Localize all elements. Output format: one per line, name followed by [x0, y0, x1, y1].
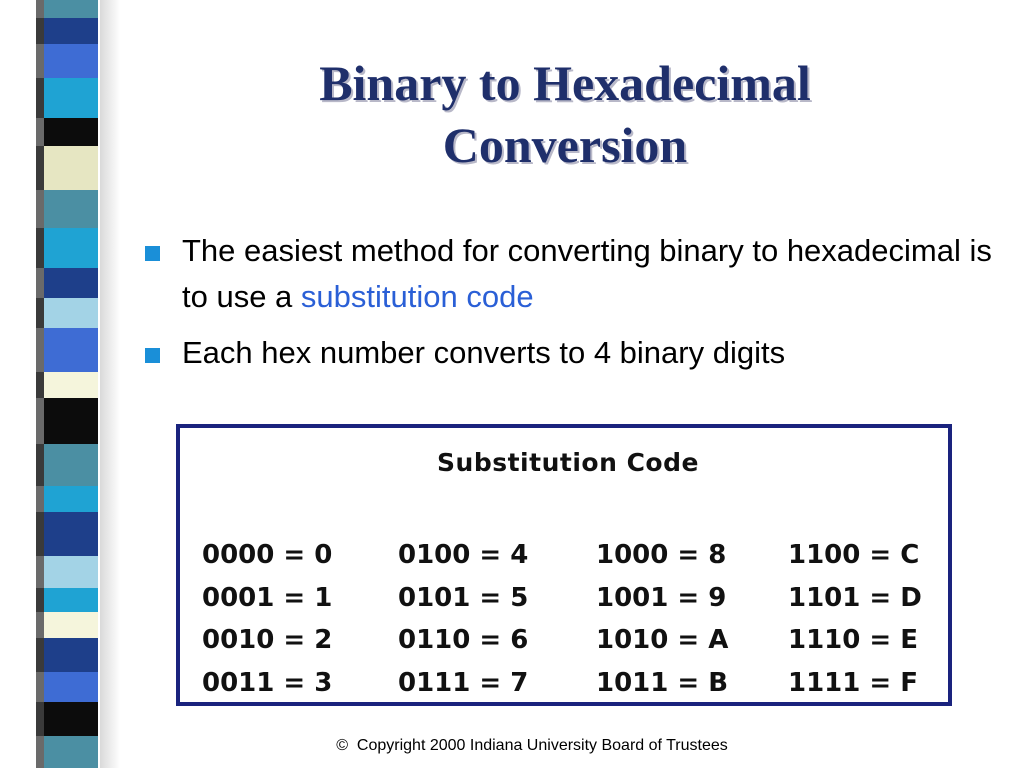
code-column-1: [202, 534, 332, 704]
stripe-edge-segment: [36, 588, 44, 612]
stripe-segment: [42, 398, 98, 444]
bullet-highlight-1: substitution code: [300, 279, 534, 314]
code-entry: 1110 = E: [788, 625, 919, 655]
code-entry: 0010 = 2: [202, 625, 333, 655]
stripe-segment: [42, 672, 98, 702]
stripe-edge-segment: [36, 78, 44, 118]
copyright-text: Copyright 2000 Indiana University Board of Trustees: [356, 737, 728, 754]
stripe-edge-segment: [36, 486, 44, 512]
code-entry: 1001 = 9: [596, 582, 727, 613]
stripe-edge-segment: [36, 444, 44, 486]
substitution-code-box: [176, 424, 952, 706]
stripe-segment: [42, 638, 98, 672]
stripe-segment: [42, 118, 98, 146]
stripe-edge-segment: [36, 702, 44, 736]
stripe-edge-segment: [36, 398, 44, 444]
code-entry: 1111 = F: [788, 667, 919, 698]
code-column-4: [788, 534, 922, 704]
code-entry: 0011 = 3: [202, 667, 333, 698]
stripe-segment: [42, 0, 98, 18]
bullet-text-2: Each hex number converts to 4 binary digits: [182, 335, 786, 370]
stripe-segment: [42, 702, 98, 736]
copyright-icon: ©: [336, 737, 349, 754]
bullet-list: [145, 228, 995, 386]
stripe-segment: [42, 486, 98, 512]
stripe-segment: [42, 556, 98, 588]
code-column-2: [398, 534, 528, 704]
bullet-item-1: [145, 228, 995, 320]
stripe-edge-segment: [36, 372, 44, 398]
stripe-edge-segment: [36, 328, 44, 372]
stripe-segment: [42, 328, 98, 372]
slide-title-line2: Conversion: [442, 117, 688, 173]
stripe-edge-segment: [36, 512, 44, 556]
stripe-edge-segment: [36, 118, 44, 146]
code-entry: 1010 = A: [596, 625, 729, 655]
code-entry: 1101 = D: [788, 582, 922, 613]
code-column-3: [596, 534, 728, 704]
stripe-shadow: [100, 0, 120, 768]
substitution-code-heading: Substitution Code: [437, 448, 699, 477]
slide-title-line1: Binary to Hexadecimal: [319, 55, 811, 111]
stripe-segment: [42, 228, 98, 268]
stripe-edge-segment: [36, 298, 44, 328]
code-entry: 0001 = 1: [202, 582, 333, 613]
bullet-item-2: [145, 330, 995, 376]
stripe-edge-segment: [36, 228, 44, 268]
code-entry: 0111 = 7: [398, 667, 529, 698]
stripe-segment: [42, 146, 98, 190]
code-entry: 1100 = C: [788, 540, 920, 570]
slide-title: [150, 52, 980, 176]
stripe-edge-segment: [36, 268, 44, 298]
square-bullet-icon: [145, 348, 160, 363]
decorative-stripe: [0, 0, 120, 768]
stripe-edge-segment: [36, 44, 44, 78]
bullet-text-1: The easiest method for converting binary to hexadecimal is to use a: [182, 233, 992, 314]
code-entry: 0101 = 5: [398, 582, 529, 613]
stripe-segment: [42, 190, 98, 228]
stripe-edge-segment: [36, 0, 44, 18]
stripe-segment: [42, 268, 98, 298]
stripe-segment: [42, 372, 98, 398]
stripe-segment: [42, 512, 98, 556]
copyright-footer: [0, 737, 1024, 755]
code-entry: 0110 = 6: [398, 625, 529, 655]
stripe-segment: [42, 612, 98, 638]
stripe-segment: [42, 18, 98, 44]
stripe-segment: [42, 44, 98, 78]
stripe-edge-segment: [36, 18, 44, 44]
stripe-edge-segment: [36, 612, 44, 638]
stripe-segment: [42, 78, 98, 118]
stripe-segment: [42, 588, 98, 612]
stripe-edge-segment: [36, 190, 44, 228]
stripe-edge-segment: [36, 672, 44, 702]
stripe-segment: [42, 298, 98, 328]
stripe-segment: [42, 444, 98, 486]
square-bullet-icon: [145, 246, 160, 261]
code-entry: 0000 = 0: [202, 540, 333, 570]
stripe-edge-segment: [36, 146, 44, 190]
code-entry: 0100 = 4: [398, 540, 529, 570]
stripe-edge-segment: [36, 638, 44, 672]
code-entry: 1011 = B: [596, 667, 729, 698]
code-entry: 1000 = 8: [596, 540, 727, 570]
stripe-edge-segment: [36, 556, 44, 588]
